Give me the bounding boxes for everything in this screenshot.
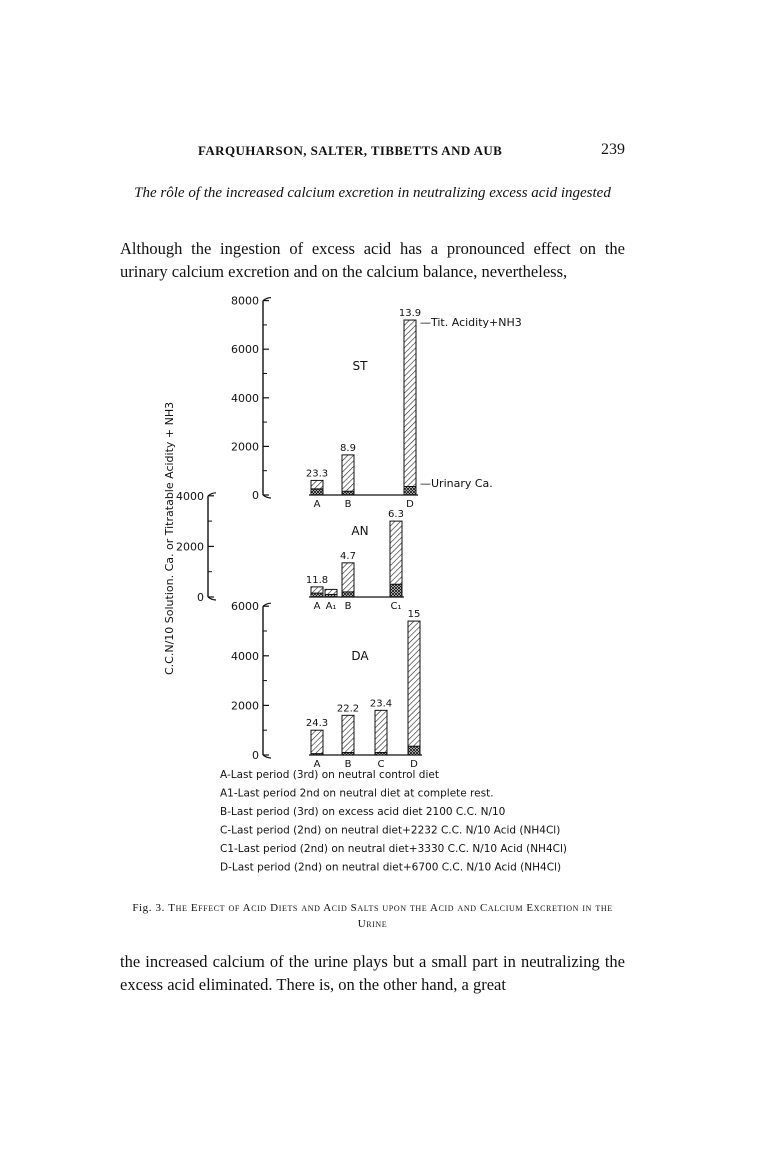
legend-acidity-label: —Tit. Acidity+NH3 — [420, 316, 522, 330]
caption-prefix: Fig. 3. — [132, 902, 165, 914]
legend-note: C-Last period (2nd) on neutral diet+2232 C.C. N/10 Acid (NH4Cl) — [220, 824, 561, 837]
body-paragraph: Although the ingestion of excess acid has a pronounced effect on the urinary calcium excretion and on the calcium balance, nevertheless, — [120, 239, 625, 281]
page-number: 239 — [601, 141, 625, 158]
running-header — [120, 143, 625, 165]
category-label: B — [344, 601, 352, 612]
bar-calcium-c — [375, 753, 387, 755]
category-label: A — [313, 759, 321, 770]
bar-acidity-a — [311, 480, 323, 489]
y-tick-label: 4000 — [176, 489, 204, 503]
y-tick-label: 6000 — [231, 343, 259, 357]
y-tick-label: 0 — [252, 489, 259, 502]
bar-calcium-d — [404, 486, 416, 495]
y-axis-label: C.C.N/10 Solution. Ca. or Titratable Acidity + NH3 — [163, 401, 176, 675]
bar-acidity-d — [404, 320, 416, 486]
bar-acidity-b — [342, 715, 354, 752]
bar-acidity-a — [311, 730, 323, 754]
legend-note: D-Last period (2nd) on neutral diet+6700 C.C. N/10 Acid (NH4Cl) — [220, 861, 562, 874]
bar-calcium-b — [342, 491, 354, 495]
section-title: The rôle of the increased calcium excretion in neutralizing excess acid ingested — [134, 185, 611, 201]
y-tick-label: 6000 — [231, 600, 259, 614]
ratio-label: 23.4 — [369, 698, 393, 710]
category-label: B — [344, 499, 352, 510]
panel-label: AN — [351, 524, 369, 538]
bar-acidity-b — [342, 563, 354, 592]
bar-acidity-a — [311, 587, 323, 593]
category-label: C — [377, 759, 385, 770]
legend-note: A1-Last period 2nd on neutral diet at complete rest. — [220, 787, 494, 800]
legend-note: B-Last period (3rd) on excess acid diet 2100 C.C. N/10 — [220, 806, 506, 818]
category-label: D — [410, 759, 418, 770]
category-label: D — [406, 499, 414, 510]
ratio-label: 6.3 — [388, 509, 404, 521]
ratio-label: 24.3 — [305, 718, 329, 730]
caption-text: The Effect of Acid Diets and Acid Salts upon the Acid and Calcium Excretion in the Urine — [168, 902, 613, 930]
panel-st — [231, 295, 522, 510]
body-paragraph-2: the increased calcium of the urine plays but a small part in neutralizing the excess acid eliminated. There is, on the other hand, a great — [120, 952, 625, 994]
panel-label: DA — [351, 649, 369, 663]
panel-an — [176, 490, 404, 612]
bar-acidity-b — [342, 455, 354, 491]
y-tick-label: 0 — [197, 591, 204, 604]
bar-calcium-a — [311, 489, 323, 495]
category-label: C₁ — [390, 601, 402, 612]
y-tick-label: 4000 — [231, 391, 259, 405]
figure-3-chart — [150, 285, 590, 895]
ratio-label: 8.9 — [340, 442, 356, 454]
bar-calcium-b — [342, 753, 354, 755]
legend-notes — [220, 769, 567, 874]
panel-label: ST — [352, 359, 368, 373]
legend-note: A-Last period (3rd) on neutral control diet — [220, 769, 439, 781]
legend-note: C1-Last period (2nd) on neutral diet+3330 C.C. N/10 Acid (NH4Cl) — [220, 843, 567, 855]
ratio-label: 11.8 — [305, 574, 329, 586]
bar-acidity-c1 — [390, 521, 402, 584]
bar-calcium-a — [311, 593, 323, 597]
bar-calcium-b — [342, 592, 354, 597]
y-tick-label: 2000 — [231, 440, 259, 454]
ratio-label: 23.3 — [305, 468, 329, 480]
bar-calcium-c1 — [390, 584, 402, 597]
legend-calcium-label: —Urinary Ca. — [420, 477, 493, 490]
bar-acidity-a1 — [325, 589, 337, 594]
ratio-label: 15 — [407, 609, 421, 621]
category-label: A — [313, 499, 321, 510]
y-tick-label: 4000 — [231, 649, 259, 663]
bar-calcium-d — [408, 746, 420, 755]
bar-calcium-a — [311, 754, 323, 755]
category-label: A — [313, 601, 321, 612]
ratio-label: 22.2 — [336, 703, 360, 715]
y-tick-label: 2000 — [176, 540, 204, 554]
y-tick-label: 8000 — [231, 294, 259, 308]
figure-caption — [120, 900, 625, 932]
panel-da — [231, 600, 422, 770]
ratio-label: 4.7 — [340, 550, 356, 562]
bar-calcium-a1 — [325, 594, 337, 597]
chart-panels — [176, 295, 522, 770]
y-tick-label: 0 — [252, 749, 259, 762]
ratio-label: 13.9 — [398, 308, 422, 320]
category-label: B — [344, 759, 352, 770]
category-label: A₁ — [325, 601, 337, 612]
running-head: FARQUHARSON, SALTER, TIBBETTS AND AUB — [198, 143, 503, 158]
y-tick-label: 2000 — [231, 699, 259, 713]
bar-acidity-c — [375, 710, 387, 752]
bar-acidity-d — [408, 621, 420, 746]
